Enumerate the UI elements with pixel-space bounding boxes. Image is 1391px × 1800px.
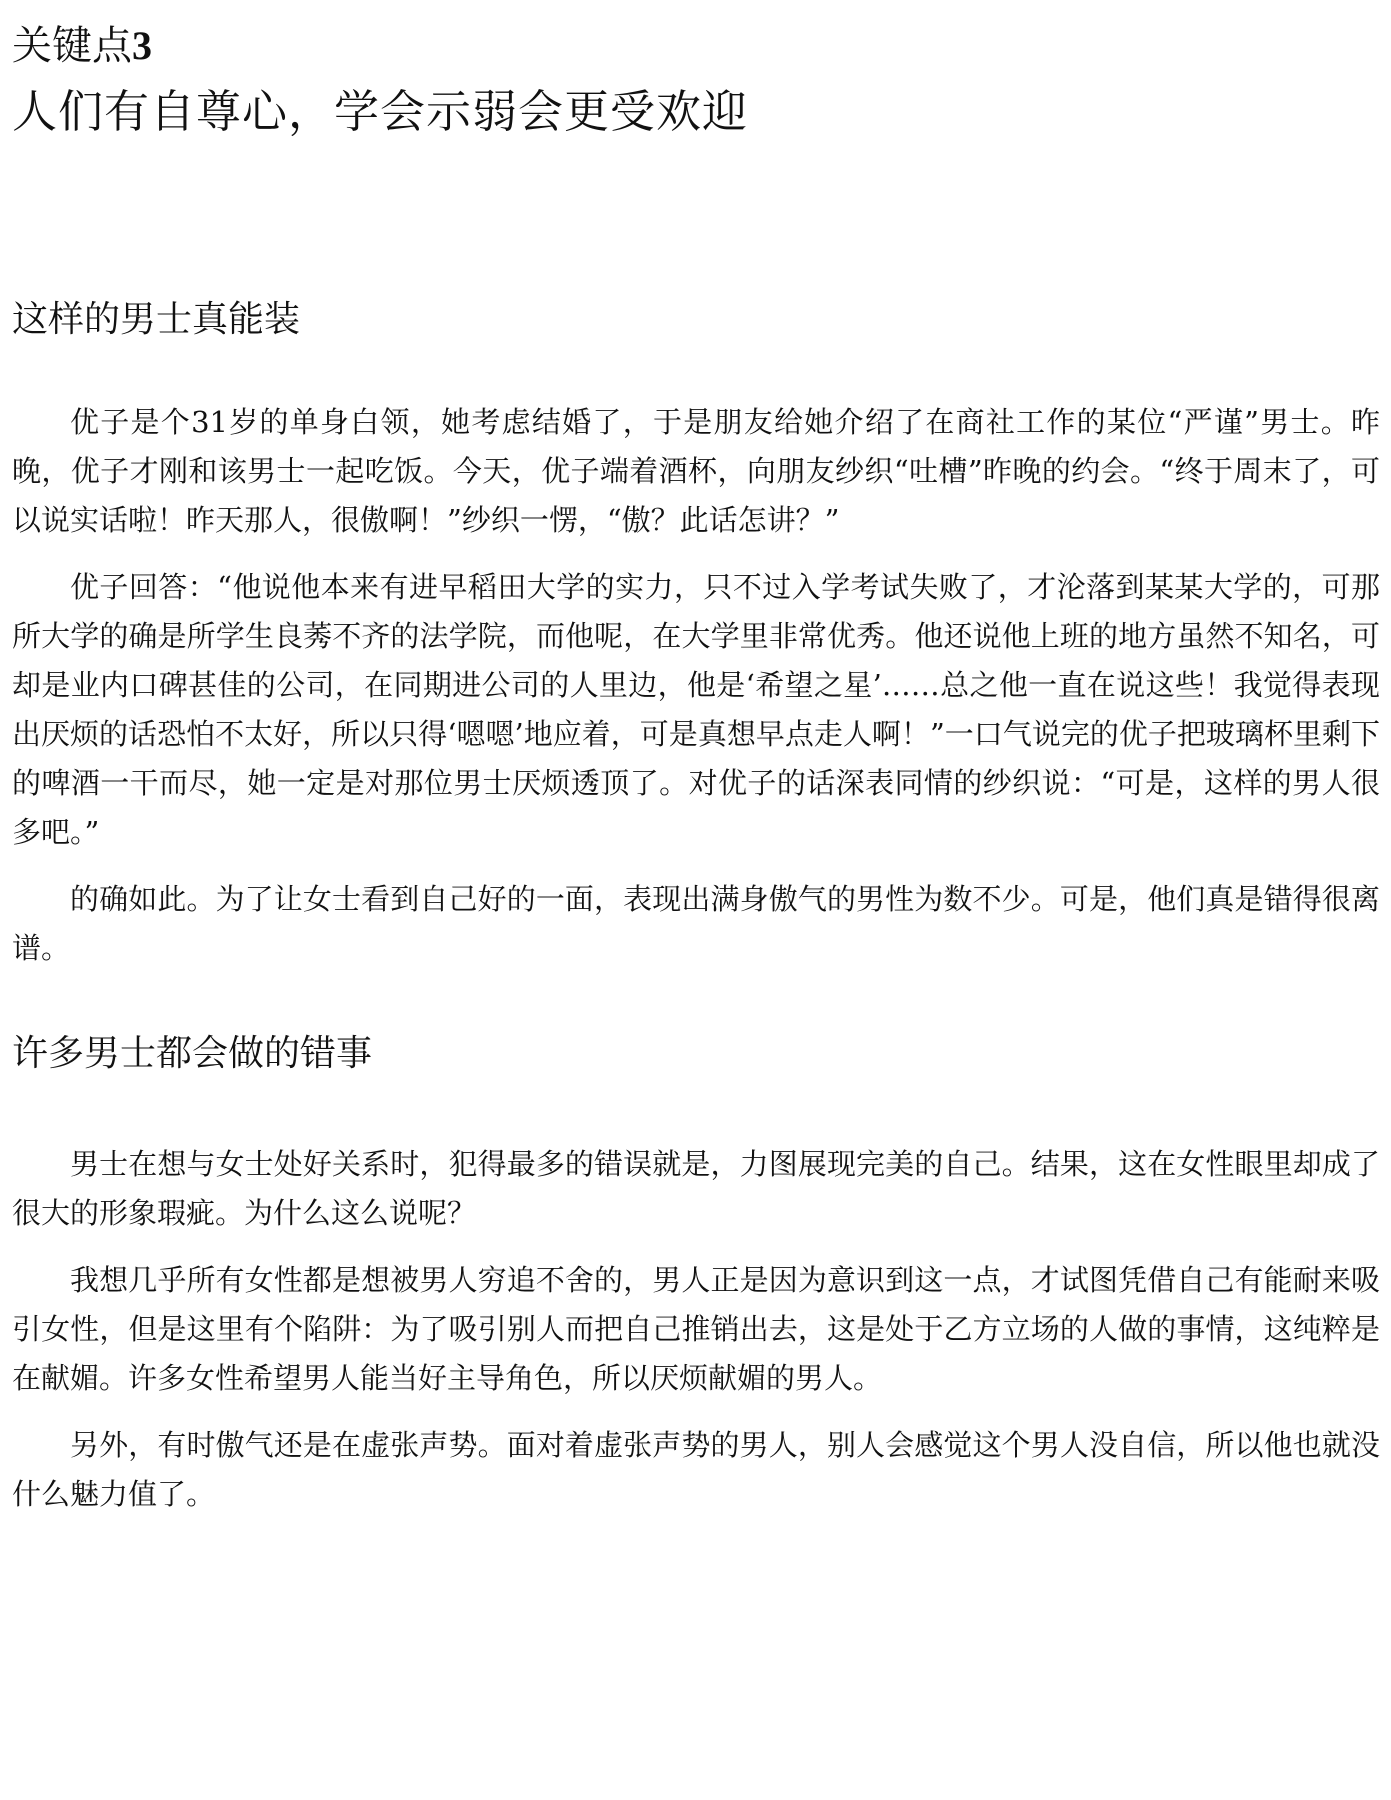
document-page	[12, 18, 1380, 1519]
paragraph: 优子是个31岁的单身白领，她考虑结婚了，于是朋友给她介绍了在商社工作的某位“严谨”男士。昨晚，优子才刚和该男士一起吃饭。今天，优子端着酒杯，向朋友纱织“吐槽”昨晚的约会。“终于周末了，可以说实话啦！昨天那人，很傲啊！”纱织一愣，“傲？此话怎讲？”	[12, 405, 1380, 537]
key-point-text: 关键点	[12, 23, 132, 69]
paragraph: 我想几乎所有女性都是想被男人穷追不舍的，男人正是因为意识到这一点，才试图凭借自己有能耐来吸引女性，但是这里有个陷阱：为了吸引别人而把自己推销出去，这是处于乙方立场的人做的事情，这纯粹是在献媚。许多女性希望男人能当好主导角色，所以厌烦献媚的男人。	[12, 1263, 1380, 1395]
paragraph: 另外，有时傲气还是在虚张声势。面对着虚张声势的男人，别人会感觉这个男人没自信，所以他也就没什么魅力值了。	[12, 1428, 1380, 1511]
paragraph: 优子回答：“他说他本来有进早稻田大学的实力，只不过入学考试失败了，才沦落到某某大学的，可那所大学的确是所学生良莠不齐的法学院，而他呢，在大学里非常优秀。他还说他上班的地方虽然不知名，可却是业内口碑甚佳的公司，在同期进公司的人里边，他是‘希望之星’……总之他一直在说这些！我觉得表现出厌烦的话恐怕不太好，所以只得‘嗯嗯’地应着，可是真想早点走人啊！”一口气说完的优子把玻璃杯里剩下的啤酒一干而尽，她一定是对那位男士厌烦透顶了。对优子的话深表同情的纱织说：“可是，这样的男人很多吧。”	[12, 570, 1380, 849]
paragraph: 的确如此。为了让女士看到自己好的一面，表现出满身傲气的男性为数不少。可是，他们真是错得很离谱。	[12, 882, 1380, 965]
section-heading-2: 许多男士都会做的错事	[12, 1033, 373, 1074]
key-point-number: 3	[132, 23, 152, 68]
paragraph: 男士在想与女士处好关系时，犯得最多的错误就是，力图展现完美的自己。结果，这在女性眼里却成了很大的形象瑕疵。为什么这么说呢？	[12, 1147, 1380, 1230]
chapter-title: 人们有自尊心，学会示弱会更受欢迎	[12, 85, 749, 138]
section-heading-1: 这样的男士真能装	[12, 299, 301, 340]
key-point-label	[12, 18, 1380, 74]
